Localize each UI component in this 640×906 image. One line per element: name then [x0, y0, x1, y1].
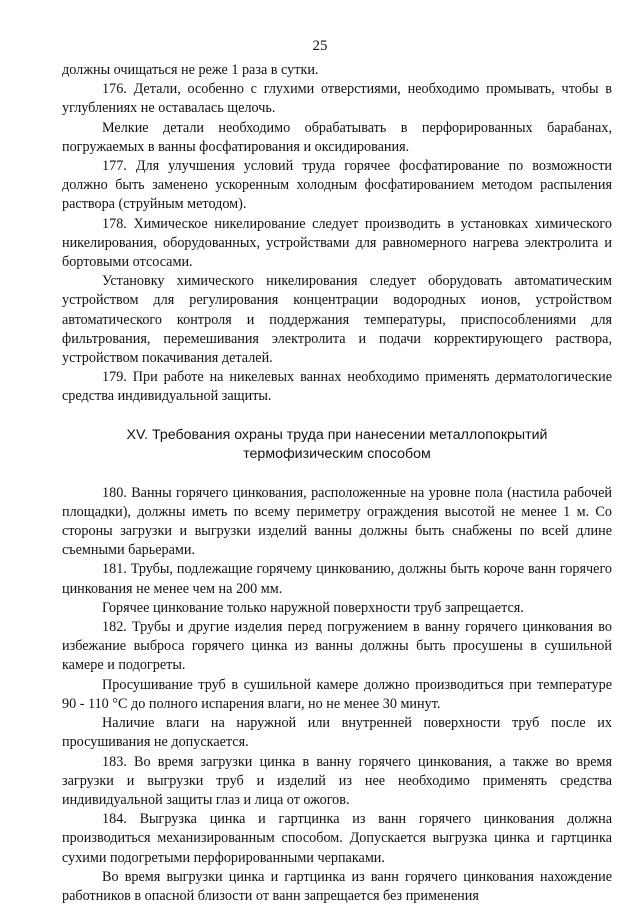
- paragraph: Горячее цинкование только наружной поверхности труб запрещается.: [102, 599, 524, 616]
- paragraph: Во время выгрузки цинка и гартцинка из ванн горячего цинкования нахождение работников в опасной близости от ванн запрещается без применения: [62, 868, 612, 904]
- paragraph: 184. Выгрузка цинка и гартцинка из ванн горячего цинкования должна производиться механизированным способом. Допускается выгрузка цинка и гартцинка сухими подогретыми перфорированными черпаками.: [62, 811, 612, 866]
- section-heading-line-2: термофизическим способом: [243, 446, 431, 463]
- paragraph: 183. Во время загрузки цинка в ванну горячего цинкования, а также во время загрузки и выгрузки труб и изделий из нее необходимо применять средства индивидуальной защиты глаз и лица от ожогов.: [62, 753, 612, 808]
- paragraph: 182. Трубы и другие изделия перед погружением в ванну горячего цинкования во избежание выброса горячего цинка из ванны должны быть просушены в сушильной камере и подогреты.: [62, 619, 612, 674]
- paragraph: 178. Химическое никелирование следует производить в установках химического никелирования, оборудованных, устройствами для равномерного нагрева электролита и бортовыми отсосами.: [62, 215, 612, 271]
- document-body: [62, 61, 612, 906]
- paragraph: должны очищаться не реже 1 раза в сутки.: [62, 62, 319, 78]
- paragraph: 180. Ванны горячего цинкования, расположенные на уровне пола (настила рабочей площадки), должны иметь по всему периметру ограждения высотой не менее 1 м. Со стороны загрузки и выгрузки изделий ванны должны быть снабжены по всей длине съемными барьерами.: [62, 484, 612, 559]
- section-heading: [62, 426, 612, 465]
- paragraph: Просушивание труб в сушильной камере должно производиться при температуре 90 - 110 °С до полного испарения влаги, но не менее 30 минут.: [62, 676, 612, 712]
- paragraph: Мелкие детали необходимо обрабатывать в перфорированных барабанах, погружаемых в ванны фосфатирования и оксидирования.: [62, 119, 612, 155]
- paragraph: Наличие влаги на наружной или внутренней поверхности труб после их просушивания не допускается.: [62, 715, 612, 751]
- section-heading-line-1: XV. Требования охраны труда при нанесении металлопокрытий: [126, 426, 548, 443]
- paragraphs-bottom: [62, 484, 612, 906]
- paragraph: 176. Детали, особенно с глухими отверстиями, необходимо промывать, чтобы в углублениях не оставалась щелочь.: [62, 81, 612, 117]
- paragraph: 181. Трубы, подлежащие горячему цинкованию, должны быть короче ванн горячего цинкования не менее чем на 200 мм.: [62, 561, 612, 597]
- paragraph: Установку химического никелирования следует оборудовать автоматическим устройством для регулирования концентрации водородных ионов, устройством автоматического контроля и поддержания температуры, приспособлениями для фильтрования, перемешивания электролита и подачи корректирующего раствора, устройством покачивания деталей.: [62, 273, 612, 367]
- page-number: 25: [312, 38, 328, 54]
- paragraph: 177. Для улучшения условий труда горячее фосфатирование по возможности должно быть заменено ускоренным холодным фосфатированием методом распыления раствора (струйным методом).: [62, 158, 612, 213]
- paragraphs-top: [62, 61, 612, 407]
- paragraph: 179. При работе на никелевых ваннах необходимо применять дерматологические средства индивидуальной защиты.: [62, 369, 612, 405]
